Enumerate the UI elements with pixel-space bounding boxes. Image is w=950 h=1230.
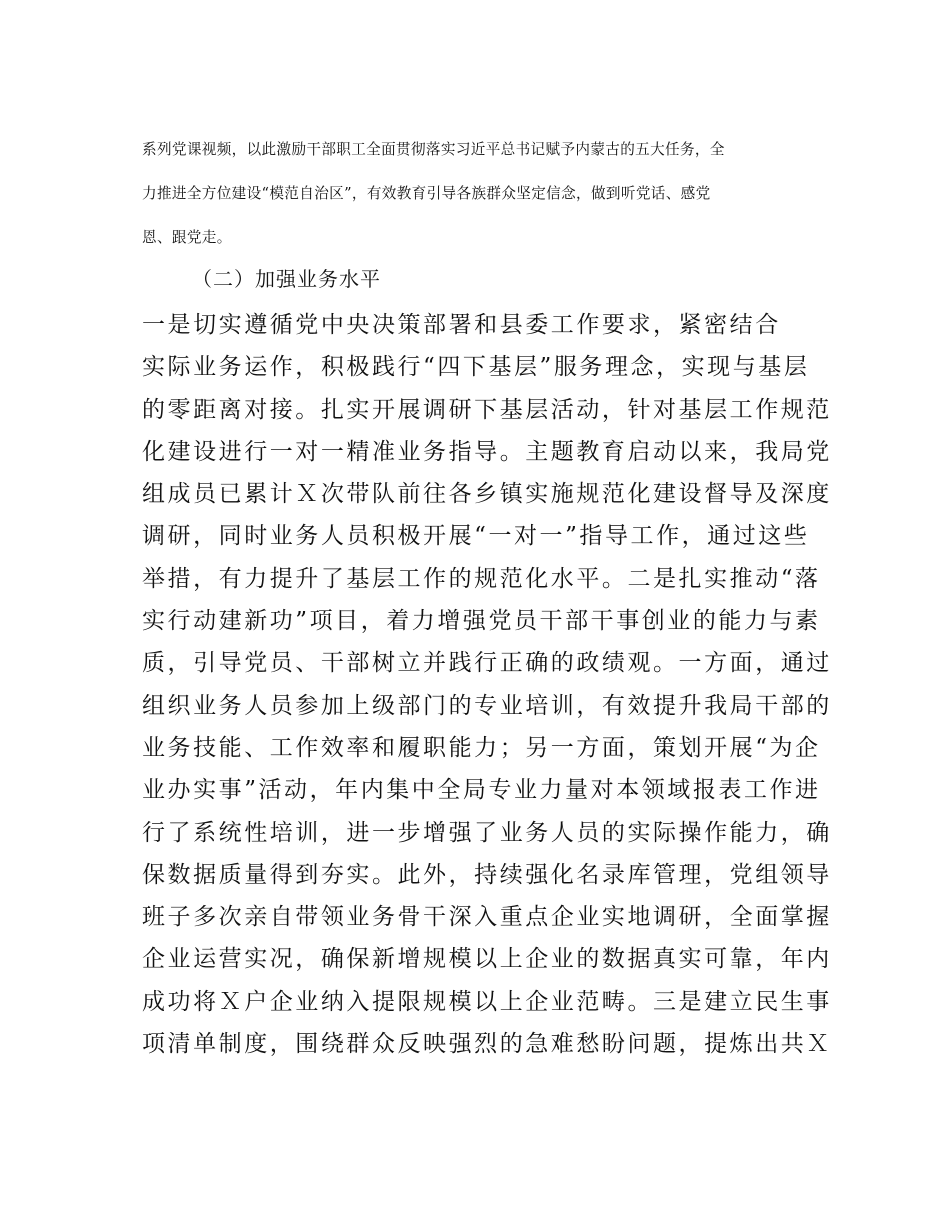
- intro-line: 力推进全方位建设“模范自治区”，有效教育引导各族群众坚定信念，做到听党话、感党: [142, 185, 711, 202]
- intro-paragraph: [142, 128, 812, 260]
- body-line: 实际业务运作，积极践行“四下基层”服务理念，实现与基层: [142, 354, 810, 381]
- body-line: 组成员已累计Ｘ次带队前往各乡镇实施规范化建设督导及深度: [142, 481, 832, 508]
- section-heading: （二）加强业务水平: [192, 267, 381, 291]
- body-line: 组织业务人员参加上级部门的专业培训，有效提升我局干部的: [142, 692, 832, 719]
- intro-line: 恩、跟党走。: [142, 229, 232, 246]
- body-paragraph: [142, 304, 832, 1065]
- body-line: 实行动建新功”项目，着力增强党员干部干事创业的能力与素: [142, 608, 821, 635]
- body-line: 企业运营实况，确保新增规模以上企业的数据真实可靠，年内: [142, 946, 832, 973]
- body-line: 调研，同时业务人员积极开展“一对一”指导工作，通过这些: [142, 523, 810, 550]
- body-line: 成功将Ｘ户企业纳入提限规模以上企业范畴。三是建立民生事: [142, 988, 832, 1015]
- body-line: 项清单制度，围绕群众反映强烈的急难愁盼问题，提炼出共Ｘ: [142, 1031, 832, 1058]
- intro-line: 系列党课视频，以此激励干部职工全面贯彻落实习近平总书记赋予内蒙古的五大任务，全: [142, 141, 725, 158]
- body-line: 的零距离对接。扎实开展调研下基层活动，针对基层工作规范: [142, 396, 832, 423]
- body-line: 行了系统性培训，进一步增强了业务人员的实际操作能力，确: [142, 819, 832, 846]
- body-line: 一是切实遵循党中央决策部署和县委工作要求，紧密结合: [142, 312, 781, 338]
- body-line: 举措，有力提升了基层工作的规范化水平。二是扎实推动“落: [142, 565, 821, 592]
- body-line: 业办实事”活动，年内集中全局专业力量对本领域报表工作进: [142, 777, 821, 804]
- body-line: 班子多次亲自带领业务骨干深入重点企业实地调研，全面掌握: [142, 904, 832, 931]
- body-line: 质，引导党员、干部树立并践行正确的政绩观。一方面，通过: [142, 650, 832, 677]
- body-line: 保数据质量得到夯实。此外，持续强化名录库管理，党组领导: [142, 861, 832, 888]
- body-line: 化建设进行一对一精准业务指导。主题教育启动以来，我局党: [142, 438, 832, 465]
- body-line: 业务技能、工作效率和履职能力；另一方面，策划开展“为企: [142, 734, 821, 761]
